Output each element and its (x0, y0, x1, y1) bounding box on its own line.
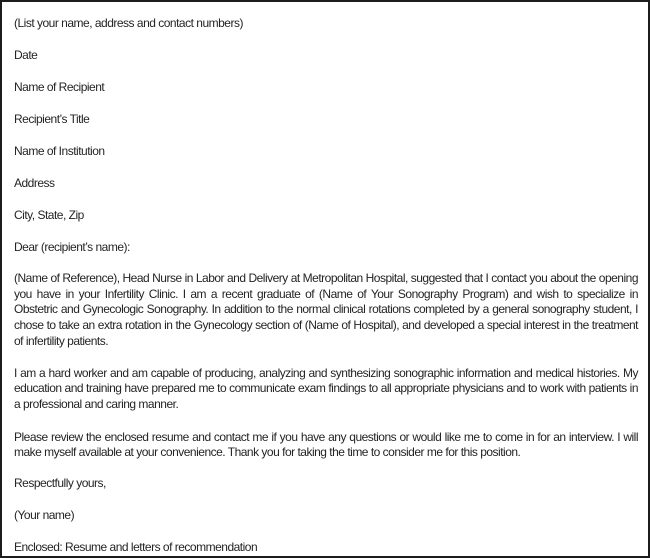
signature-placeholder-line: (Your name) (14, 508, 75, 523)
body-paragraph-3: Please review the enclosed resume and contact me if you have any questions or would like me to come in for an interview. I will make myself available at your convenience. Thank you for taking the time to consider me for this position. (14, 429, 638, 460)
recipient-title-line: Recipient’s Title (14, 112, 90, 126)
enclosure-line: Enclosed: Resume and letters of recommendation (14, 540, 258, 555)
city-state-zip-line: City, State, Zip (14, 208, 84, 222)
date-line: Date (14, 48, 38, 62)
closing-line: Respectfully yours, (14, 476, 106, 491)
body-paragraph-1: (Name of Reference), Head Nurse in Labor and Delivery at Metropolitan Hospital, suggested that I contact you about the opening you have in your Infertility Clinic. I am a recent graduate of (Name of Your Sonography Program) and wish to specialize in Obstetric and Gynecologic Sonography. In addition to the normal clinical rotations completed by a general sonography student, I chose to take an extra rotation in the Gynecology section of (Name of Hospital), and developed a special interest in the treatment of infertility patients. (14, 271, 638, 348)
recipient-name-line: Name of Recipient (14, 80, 105, 94)
address-line: Address (14, 176, 55, 190)
salutation-line: Dear (recipient’s name): (14, 240, 130, 254)
institution-line: Name of Institution (14, 144, 105, 158)
body-paragraph-2: I am a hard worker and am capable of producing, analyzing and synthesizing sonographic information and medical histories. My education and training have prepared me to communicate exam findings to all appropriate physicians and to work with patients in a professional and caring manner. (14, 365, 638, 411)
sender-contact-placeholder: (List your name, address and contact numbers) (14, 16, 243, 30)
